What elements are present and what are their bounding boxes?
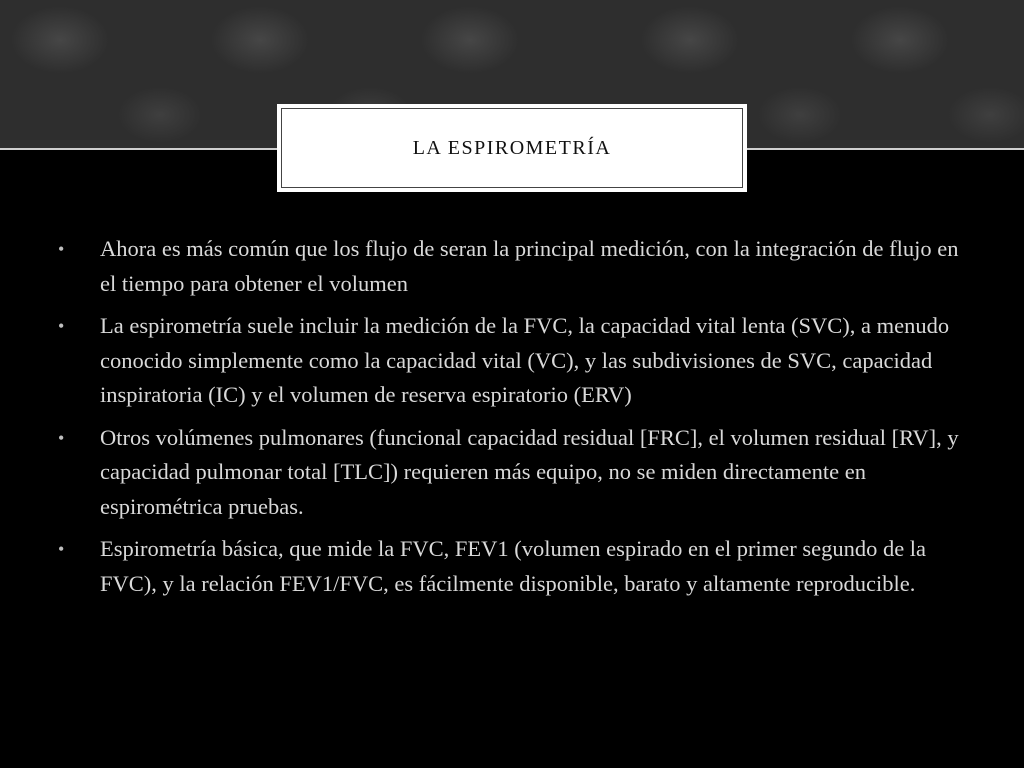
bullet-item — [58, 532, 968, 601]
bullet-icon: • — [58, 539, 65, 559]
slide-title: LA ESPIROMETRÍA — [412, 136, 612, 159]
title-box — [277, 104, 747, 192]
bullet-list — [58, 232, 968, 601]
bullet-text: Espirometría básica, que mide la FVC, FEV1 (volumen espirado en el primer segundo de la FVC), y la relación FEV1/FVC, es fácilmente disponible, barato y altamente reproducible. — [100, 536, 927, 596]
bullet-item — [58, 232, 968, 301]
bullet-icon: • — [58, 427, 65, 448]
bullet-icon: • — [58, 316, 65, 336]
bullet-text: Otros volúmenes pulmonares (funcional capacidad residual [FRC], el volumen residual [RV], y capacidad pulmonar total [TLC]) requieren más equipo, no se miden directamente en espirométrica pruebas. — [100, 424, 959, 519]
bullet-icon: • — [58, 239, 65, 259]
title-frame — [281, 108, 743, 188]
bullet-text: Ahora es más común que los flujo de seran la principal medición, con la integración de flujo en el tiempo para obtener el volumen — [100, 236, 959, 296]
bullet-item — [58, 421, 968, 525]
content-area — [58, 232, 968, 609]
bullet-text: La espirometría suele incluir la medición de la FVC, la capacidad vital lenta (SVC), a menudo conocido simplemente como la capacidad vital (VC), y las subdivisiones de SVC, capacidad inspiratoria (IC) y el volumen de reserva espiratorio (ERV) — [100, 313, 950, 407]
bullet-item — [58, 309, 968, 413]
